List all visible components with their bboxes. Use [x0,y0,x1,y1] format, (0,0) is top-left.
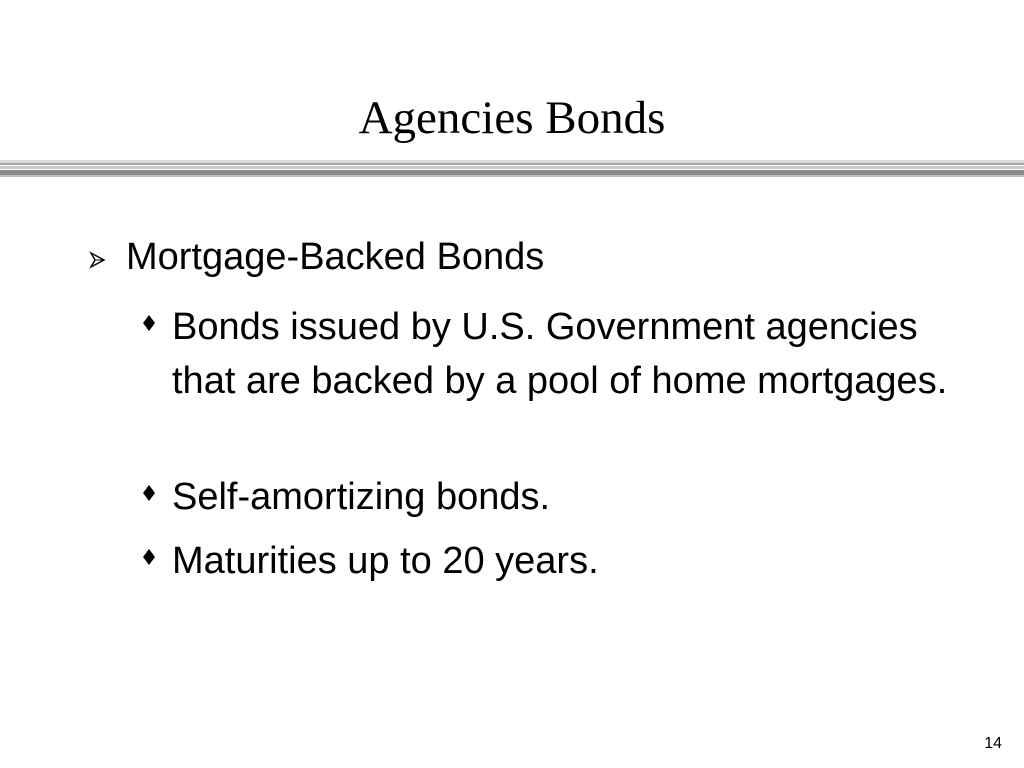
sub-bullet-text: Self-amortizing bonds. [172,476,551,518]
arrowhead-bullet-icon [88,250,108,270]
diamond-bullet-icon [142,548,156,566]
sub-bullet-text: Maturities up to 20 years. [172,540,599,582]
bullet-text: Mortgage-Backed Bonds [126,236,545,278]
diamond-bullet-icon [142,314,156,332]
sub-bullet-text: Bonds issued by U.S. Government agencies that are backed by a pool of home mortgages. [172,306,948,402]
diamond-bullet-icon [142,484,156,502]
slide-title: Agencies Bonds [358,92,666,144]
page-number: 14 [984,735,1002,752]
